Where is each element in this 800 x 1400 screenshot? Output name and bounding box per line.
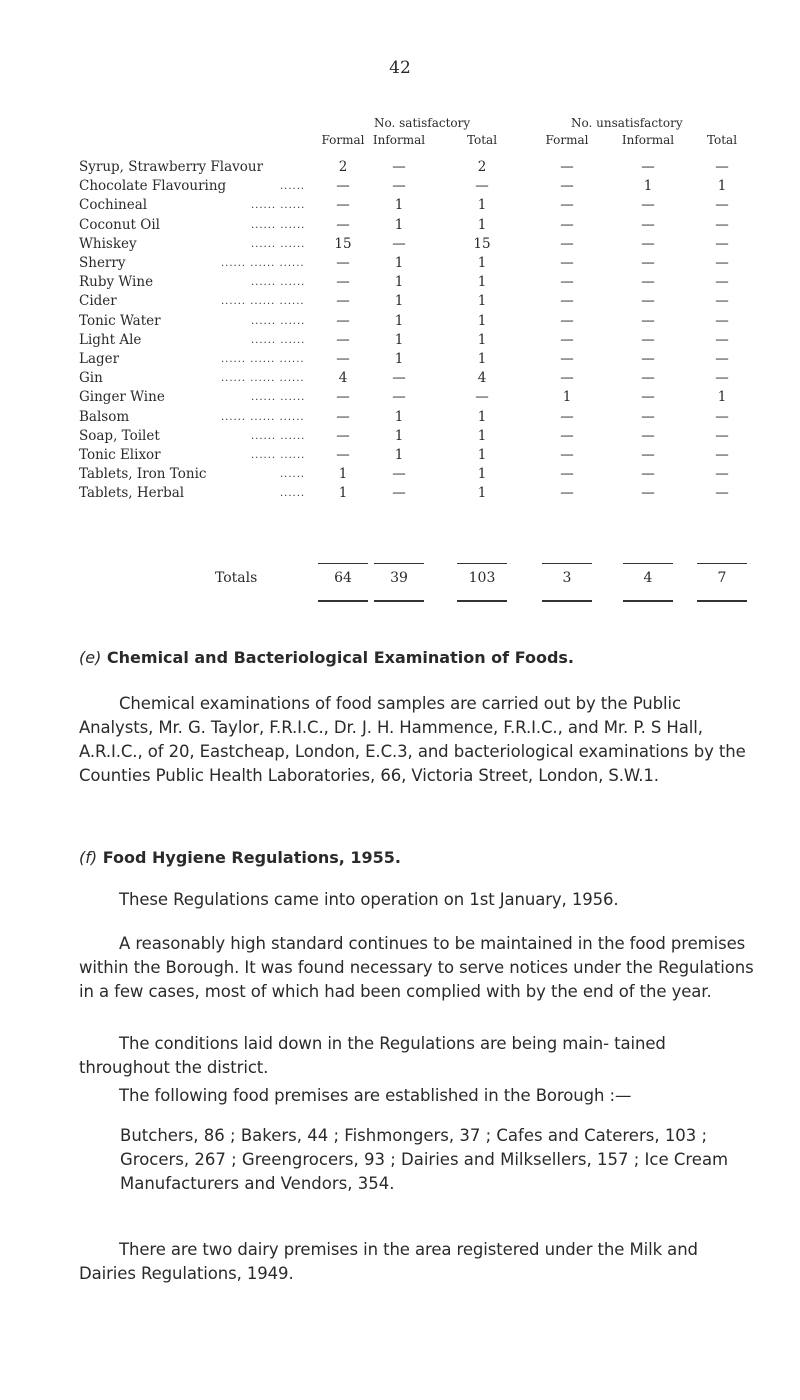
leader-dots: ...... ...... (251, 334, 306, 346)
cell-unsat-formal: 1 (562, 389, 572, 406)
cell-unsat-formal: — (560, 485, 574, 502)
cell-sat-informal: 1 (394, 216, 404, 233)
column-header-unsat-total: Total (706, 133, 738, 147)
cell-sat-formal: 1 (338, 485, 348, 502)
cell-sat-total: 1 (477, 447, 487, 463)
totals-rule-top (318, 563, 368, 564)
cell-unsat-formal: — (560, 427, 574, 444)
cell-sat-total: — (475, 389, 489, 406)
cell-unsat-total: — (715, 370, 729, 387)
cell-sat-total: 1 (477, 466, 487, 483)
leader-dots: ...... (280, 488, 306, 500)
leader-dots: ...... ...... (251, 392, 306, 404)
cell-sat-total: 2 (477, 159, 487, 175)
table-row (0, 255, 800, 275)
cell-unsat-total: — (715, 197, 729, 214)
cell-unsat-formal: — (560, 312, 574, 329)
row-label: Tablets, Herbal (79, 485, 185, 502)
cell-unsat-formal: — (560, 235, 574, 252)
page-number: 42 (389, 58, 411, 78)
leader-dots: ...... ...... (251, 219, 306, 231)
cell-sat-informal: 1 (394, 274, 404, 291)
leader-dots: ...... ...... (251, 315, 306, 327)
cell-unsat-total: — (715, 216, 729, 233)
cell-sat-informal: — (392, 159, 406, 175)
row-label: Ginger Wine (79, 389, 165, 406)
cell-unsat-total: — (715, 447, 729, 463)
cell-sat-total: 1 (477, 331, 487, 348)
cell-unsat-total: — (715, 351, 729, 367)
section-f-paragraph-5: There are two dairy premises in the area registered under the Milk and Dairies Regulations, 1949. (79, 1240, 698, 1283)
cell-sat-formal: — (336, 293, 350, 310)
cell-unsat-total: — (715, 293, 729, 310)
leader-dots: ...... ...... (251, 277, 306, 289)
cell-unsat-informal: — (641, 351, 655, 367)
cell-unsat-formal: — (560, 408, 574, 425)
row-label: Whiskey (79, 235, 137, 252)
cell-sat-total: 1 (477, 197, 487, 214)
table-row (0, 293, 800, 313)
table-row (0, 178, 800, 198)
cell-sat-informal: 1 (394, 408, 404, 425)
cell-sat-formal: — (336, 312, 350, 329)
total-unsat-formal: 3 (562, 570, 572, 586)
cell-unsat-total: 1 (717, 178, 727, 195)
cell-unsat-informal: — (641, 235, 655, 252)
leader-dots: ...... ...... ...... (221, 354, 305, 365)
cell-sat-formal: — (336, 197, 350, 214)
totals-rule-top (623, 563, 673, 564)
cell-sat-informal: 1 (394, 427, 404, 444)
cell-sat-total: 1 (477, 216, 487, 233)
cell-sat-formal: — (336, 351, 350, 367)
cell-unsat-formal: — (560, 197, 574, 214)
table-row (0, 197, 800, 217)
group-header-unsatisfactory: No. unsatisfactory (571, 116, 683, 130)
cell-unsat-informal: — (641, 389, 655, 406)
cell-sat-total: 1 (477, 312, 487, 329)
section-f-paragraph-1: These Regulations came into operation on 1st January, 1956. (119, 890, 619, 909)
column-header-sat-informal: Informal (372, 133, 426, 147)
cell-sat-informal: — (392, 370, 406, 387)
row-label: Tonic Elixor (79, 447, 161, 463)
cell-sat-total: 1 (477, 485, 487, 502)
section-f-paragraph-2: A reasonably high standard continues to be maintained in the food premises within the Borough. It was found necessary to serve notices under the Regulations in a few cases, most of which had been complied with by the end of the year. (79, 934, 754, 1001)
total-unsat-total: 7 (717, 570, 727, 586)
cell-sat-total: 15 (473, 235, 491, 252)
table-row (0, 236, 800, 256)
row-label: Lager (79, 351, 120, 367)
totals-rule-top (697, 563, 747, 564)
section-f-heading (79, 848, 401, 867)
table-row (0, 370, 800, 390)
table-row (0, 332, 800, 352)
leader-dots: ...... ...... ...... (221, 411, 305, 423)
leader-dots: ...... ...... ...... (221, 373, 305, 385)
cell-unsat-formal: — (560, 255, 574, 271)
cell-sat-formal: — (336, 274, 350, 291)
cell-unsat-informal: — (641, 216, 655, 233)
totals-rule-top (374, 563, 424, 564)
premises-list: Butchers, 86 ; Bakers, 44 ; Fishmongers, 37 ; Cafes and Caterers, 103 ; Grocers, 267 ; Greengrocers, 93 ; Dairies and Milksellers, 157 ; Ice Cream Manufacturers and Vendors, 354. (120, 1126, 729, 1193)
leader-dots: ...... (280, 469, 306, 481)
leader-dots: ...... ...... ...... (221, 258, 305, 269)
cell-sat-formal: 4 (338, 370, 348, 387)
table-row (0, 274, 800, 294)
leader-dots: ...... ...... (251, 430, 306, 442)
cell-unsat-informal: — (641, 447, 655, 463)
cell-unsat-total: — (715, 159, 729, 175)
cell-unsat-informal: — (641, 427, 655, 444)
totals-rule-bottom (623, 600, 673, 602)
row-label: Chocolate Flavouring (79, 178, 227, 195)
totals-rule-bottom (697, 600, 747, 602)
cell-sat-informal: 1 (394, 293, 404, 310)
cell-sat-informal: — (392, 235, 406, 252)
cell-unsat-formal: — (560, 331, 574, 348)
column-header-sat-formal: Formal (321, 133, 365, 147)
cell-unsat-total: 1 (717, 389, 727, 406)
cell-sat-informal: — (392, 466, 406, 483)
cell-unsat-formal: — (560, 216, 574, 233)
cell-unsat-formal: — (560, 466, 574, 483)
section-e-letter: (e) (79, 648, 102, 667)
table-row (0, 389, 800, 409)
cell-unsat-total: — (715, 485, 729, 502)
cell-unsat-total: — (715, 408, 729, 425)
cell-sat-informal: 1 (394, 447, 404, 463)
cell-sat-informal: — (392, 389, 406, 406)
cell-sat-total: 1 (477, 351, 487, 367)
cell-sat-informal: 1 (394, 331, 404, 348)
cell-unsat-total: — (715, 466, 729, 483)
row-label: Light Ale (79, 331, 142, 348)
row-label: Syrup, Strawberry Flavour (79, 159, 264, 175)
cell-sat-total: 1 (477, 427, 487, 444)
cell-unsat-formal: — (560, 274, 574, 291)
cell-unsat-total: — (715, 255, 729, 271)
leader-dots: ...... ...... ...... (221, 296, 305, 308)
cell-unsat-formal: — (560, 178, 574, 195)
cell-sat-informal: 1 (394, 197, 404, 214)
cell-unsat-total: — (715, 331, 729, 348)
cell-unsat-formal: — (560, 370, 574, 387)
section-e-title: Chemical and Bacteriological Examination of Foods. (106, 648, 575, 667)
totals-rule-top (542, 563, 592, 564)
table-row (0, 159, 800, 179)
row-label: Balsom (79, 408, 130, 425)
table-row (0, 428, 800, 448)
leader-dots: ...... ...... (251, 450, 306, 461)
section-e-paragraph: Chemical examinations of food samples are carried out by the Public Analysts, Mr. G. Taylor, F.R.I.C., Dr. J. H. Hammence, F.R.I.C., and Mr. P. S Hall, A.R.I.C., of 20, Eastcheap, London, E.C.3, and bacteriological examinations by the Counties Public Health Laboratories, 66, Victoria Street, London, S.W.1. (79, 694, 746, 785)
cell-sat-total: 1 (477, 274, 487, 291)
row-label: Tablets, Iron Tonic (79, 466, 207, 483)
leader-dots: ...... ...... (251, 238, 306, 250)
cell-unsat-total: — (715, 312, 729, 329)
cell-sat-informal: — (392, 178, 406, 195)
cell-unsat-informal: — (641, 293, 655, 310)
row-label: Soap, Toilet (79, 427, 160, 444)
section-f-letter: (f) (79, 848, 98, 867)
cell-sat-formal: 15 (334, 235, 352, 252)
cell-sat-total: 1 (477, 255, 487, 271)
cell-sat-formal: — (336, 389, 350, 406)
cell-sat-formal: — (336, 408, 350, 425)
section-f-paragraph-4: The following food premises are established in the Borough :— (119, 1086, 632, 1105)
row-label: Tonic Water (79, 312, 161, 329)
column-header-sat-total: Total (466, 133, 498, 147)
cell-sat-total: 4 (477, 370, 487, 387)
row-label: Gin (79, 370, 103, 387)
table-row (0, 447, 800, 467)
cell-sat-formal: — (336, 255, 350, 271)
total-unsat-informal: 4 (643, 570, 653, 586)
cell-unsat-informal: — (641, 408, 655, 425)
cell-sat-informal: 1 (394, 312, 404, 329)
section-f-paragraph-3: The conditions laid down in the Regulations are being main- tained throughout the district. (79, 1034, 666, 1077)
row-label: Coconut Oil (79, 216, 160, 233)
totals-label: Totals (215, 570, 258, 586)
total-sat-total: 103 (468, 570, 496, 586)
totals-rule-bottom (542, 600, 592, 602)
row-label: Cider (79, 293, 117, 310)
cell-sat-informal: 1 (394, 255, 404, 271)
column-header-unsat-informal: Informal (621, 133, 675, 147)
table-row (0, 217, 800, 237)
cell-sat-total: 1 (477, 293, 487, 310)
table-row (0, 409, 800, 429)
cell-unsat-total: — (715, 427, 729, 444)
table-row (0, 313, 800, 333)
leader-dots: ...... ...... (251, 200, 306, 212)
cell-unsat-informal: — (641, 466, 655, 483)
totals-rule-top (457, 563, 507, 564)
totals-rule-bottom (457, 600, 507, 602)
cell-sat-formal: — (336, 216, 350, 233)
row-label: Cochineal (79, 197, 148, 214)
cell-sat-formal: 2 (338, 159, 348, 175)
cell-unsat-informal: — (641, 331, 655, 348)
group-header-satisfactory: No. satisfactory (374, 116, 471, 130)
total-sat-informal: 39 (390, 570, 408, 586)
cell-unsat-informal: — (641, 255, 655, 271)
cell-sat-informal: — (392, 485, 406, 502)
table-row (0, 351, 800, 371)
cell-unsat-informal: — (641, 274, 655, 291)
cell-sat-formal: — (336, 427, 350, 444)
section-e-heading (79, 648, 574, 667)
cell-unsat-informal: — (641, 159, 655, 175)
leader-dots: ...... (280, 181, 306, 193)
cell-sat-informal: 1 (394, 351, 404, 367)
totals-rule-bottom (318, 600, 368, 602)
cell-sat-formal: — (336, 331, 350, 348)
column-header-unsat-formal: Formal (545, 133, 589, 147)
cell-unsat-informal: — (641, 197, 655, 214)
cell-sat-total: — (475, 178, 489, 195)
cell-unsat-formal: — (560, 159, 574, 175)
cell-unsat-formal: — (560, 351, 574, 367)
cell-sat-total: 1 (477, 408, 487, 425)
row-label: Sherry (79, 255, 126, 271)
cell-unsat-total: — (715, 235, 729, 252)
row-label: Ruby Wine (79, 274, 154, 291)
table-row (0, 466, 800, 486)
cell-unsat-total: — (715, 274, 729, 291)
section-f-title: Food Hygiene Regulations, 1955. (102, 848, 402, 867)
cell-unsat-formal: — (560, 293, 574, 310)
cell-unsat-informal: — (641, 312, 655, 329)
cell-unsat-informal: — (641, 485, 655, 502)
cell-sat-formal: — (336, 178, 350, 195)
table-row (0, 485, 800, 505)
cell-unsat-formal: — (560, 447, 574, 463)
totals-rule-bottom (374, 600, 424, 602)
cell-sat-formal: — (336, 447, 350, 463)
cell-unsat-informal: — (641, 370, 655, 387)
total-sat-formal: 64 (334, 570, 352, 586)
cell-sat-formal: 1 (338, 466, 348, 483)
cell-unsat-informal: 1 (643, 178, 653, 195)
